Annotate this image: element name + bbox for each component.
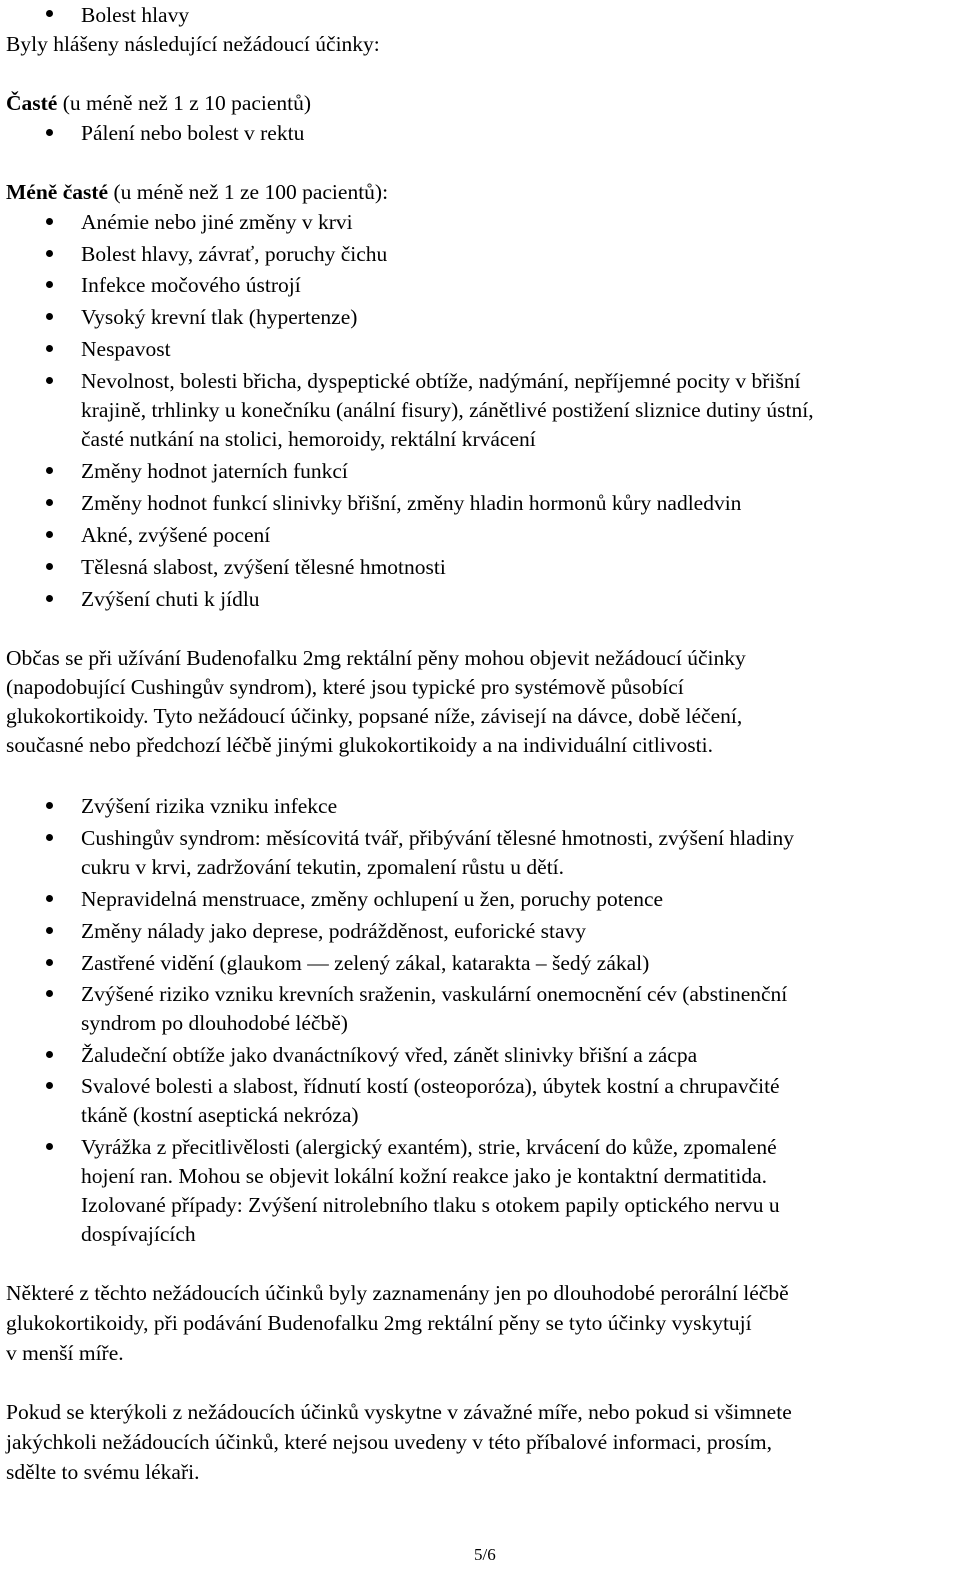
list-item: Vyrážka z přecitlivělosti (alergický exantém), strie, krvácení do kůže, zpomalené	[81, 1135, 777, 1159]
list-item: Změny hodnot jaterních funkcí	[81, 459, 348, 483]
list-item-continuation: krajině, trhlinky u konečníku (anální fisury), zánětlivé postižení sliznice dutiny ústní,	[81, 398, 814, 422]
bullet-icon	[46, 927, 53, 934]
list-item: Bolest hlavy, závrať, poruchy čichu	[81, 242, 388, 266]
list-item: Vysoký krevní tlak (hypertenze)	[81, 305, 358, 329]
list-item: Nespavost	[81, 337, 171, 361]
list-item: Cushingův syndrom: měsícovitá tvář, přibývání tělesné hmotnosti, zvýšení hladiny	[81, 826, 794, 850]
list-item-continuation: tkáně (kostní aseptická nekróza)	[81, 1103, 359, 1127]
list-item-continuation: cukru v krvi, zadržování tekutin, zpomalení růstu u dětí.	[81, 855, 565, 879]
list-item: Změny nálady jako deprese, podrážděnost, euforické stavy	[81, 919, 587, 943]
paragraph-line: glukokortikoidy, při podávání Budenofalku 2mg rektální pěny se tyto účinky vyskytují	[6, 1311, 752, 1335]
list-item: Nepravidelná menstruace, změny ochlupení u žen, poruchy potence	[81, 887, 664, 911]
bullet-icon	[46, 467, 53, 474]
bullet-icon	[46, 281, 53, 288]
bullet-icon	[46, 895, 53, 902]
paragraph-line: glukokortikoidy. Tyto nežádoucí účinky, popsané níže, závisejí na dávce, době léčení,	[6, 704, 743, 728]
bullet-icon	[46, 802, 53, 809]
paragraph-line: v menší míře.	[6, 1341, 124, 1365]
list-item: Zvýšené riziko vzniku krevních sraženin, vaskulární onemocnění cév (abstinenční	[81, 982, 788, 1006]
bullet-icon	[46, 218, 53, 225]
list-item-continuation: časté nutkání na stolici, hemoroidy, rektální krvácení	[81, 427, 536, 451]
bullet-icon	[46, 990, 53, 997]
list-item: Žaludeční obtíže jako dvanáctníkový vřed, zánět slinivky břišní a zácpa	[81, 1043, 698, 1067]
list-item: Zvýšení rizika vzniku infekce	[81, 794, 338, 818]
bullet-icon	[46, 1143, 53, 1150]
list-item: Bolest hlavy	[81, 3, 190, 27]
bullet-icon	[46, 531, 53, 538]
intro-text: Byly hlášeny následující nežádoucí účinky:	[6, 32, 380, 56]
list-item: Akné, zvýšené pocení	[81, 523, 271, 547]
list-item: Svalové bolesti a slabost, řídnutí kostí (osteoporóza), úbytek kostní a chrupavčité	[81, 1074, 780, 1098]
paragraph-line: (napodobující Cushingův syndrom), které jsou typické pro systémově působící	[6, 675, 684, 699]
list-item: Tělesná slabost, zvýšení tělesné hmotnosti	[81, 555, 446, 579]
bullet-icon	[46, 959, 53, 966]
bullet-icon	[46, 499, 53, 506]
paragraph-line: Pokud se kterýkoli z nežádoucích účinků vyskytne v závažné míře, nebo pokud si všimnete	[6, 1400, 792, 1424]
list-item: Pálení nebo bolest v rektu	[81, 121, 305, 145]
bullet-icon	[46, 595, 53, 602]
bullet-icon	[46, 313, 53, 320]
paragraph-line: jakýchkoli nežádoucích účinků, které nejsou uvedeny v této příbalové informaci, prosím,	[6, 1430, 773, 1454]
list-item: Zvýšení chuti k jídlu	[81, 587, 260, 611]
list-item-continuation: Izolované případy: Zvýšení nitrolebního tlaku s otokem papily optického nervu u	[81, 1193, 780, 1217]
list-item-continuation: dospívajících	[81, 1222, 196, 1246]
list-item: Infekce močového ústrojí	[81, 273, 301, 297]
page-number: 5/6	[474, 1545, 496, 1564]
section-heading-common: Časté (u méně než 1 z 10 pacientů)	[6, 91, 312, 115]
bullet-icon	[46, 563, 53, 570]
paragraph-line: sdělte to svému lékaři.	[6, 1460, 200, 1484]
paragraph-line: současné nebo předchozí léčbě jinými glukokortikoidy a na individuální citlivosti.	[6, 733, 713, 757]
bullet-icon	[46, 250, 53, 257]
bullet-icon	[46, 834, 53, 841]
bullet-icon	[46, 345, 53, 352]
bullet-icon	[46, 1082, 53, 1089]
list-item-continuation: syndrom po dlouhodobé léčbě)	[81, 1011, 348, 1035]
paragraph-line: Některé z těchto nežádoucích účinků byly zaznamenány jen po dlouhodobé perorální léčbě	[6, 1281, 789, 1305]
list-item: Zastřené vidění (glaukom — zelený zákal, katarakta – šedý zákal)	[81, 951, 650, 975]
list-item: Změny hodnot funkcí slinivky břišní, změny hladin hormonů kůry nadledvin	[81, 491, 742, 515]
list-item: Anémie nebo jiné změny v krvi	[81, 210, 353, 234]
section-heading-uncommon: Méně časté (u méně než 1 ze 100 pacientů):	[6, 180, 389, 204]
bullet-icon	[46, 1051, 53, 1058]
bullet-icon	[46, 10, 53, 17]
bullet-icon	[46, 129, 53, 136]
bullet-icon	[46, 377, 53, 384]
list-item: Nevolnost, bolesti břicha, dyspeptické obtíže, nadýmání, nepříjemné pocity v břišní	[81, 369, 801, 393]
paragraph-line: Občas se při užívání Budenofalku 2mg rektální pěny mohou objevit nežádoucí účinky	[6, 646, 746, 670]
list-item-continuation: hojení ran. Mohou se objevit lokální kožní reakce jako je kontaktní dermatitida.	[81, 1164, 768, 1188]
